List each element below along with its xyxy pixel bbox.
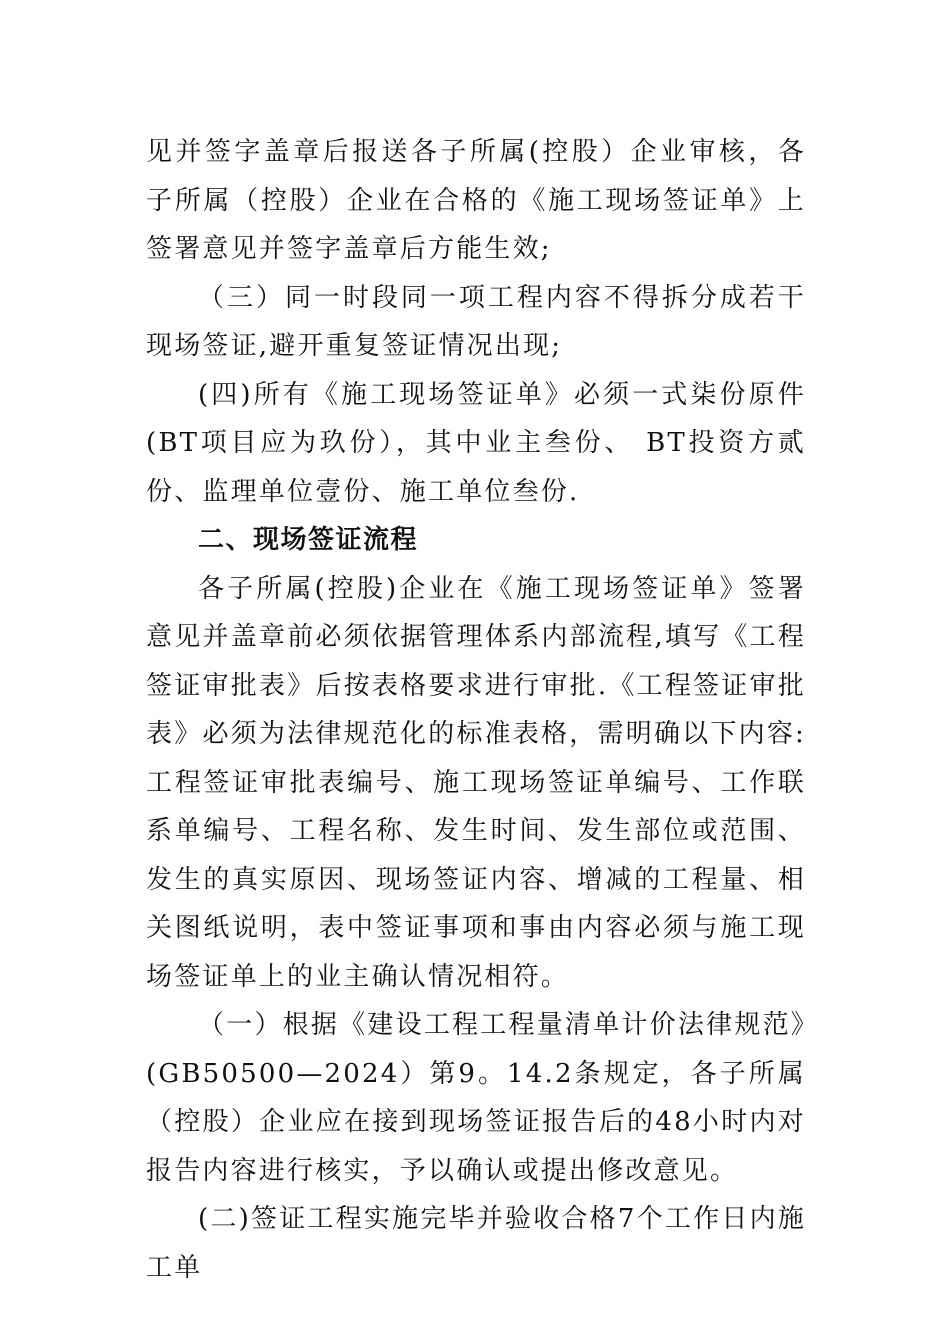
- document-page: [146, 128, 806, 1292]
- paragraph-item-four: (四)所有《施工现场签证单》必须一式柒份原件(BT项目应为玖份），其中业主叁份、 BT投资方贰份、监理单位壹份、施工单位叁份.: [146, 379, 806, 507]
- paragraph-approval-form: 各子所属(控股)企业在《施工现场签证单》签署意见并盖章前必须依据管理体系内部流程,填写《工程签证审批表》后按表格要求进行审批.《工程签证审批表》必须为法律规范化的标准表格，需明确以下内容:工程签证审批表编号、施工现场签证单编号、工作联系单编号、工程名称、发生时间、发生部位或范围、发生的真实原因、现场签证内容、增减的工程量、相关图纸说明，表中签证事项和事由内容必须与施工现场签证单上的业主确认情况相符。: [146, 573, 806, 992]
- paragraph-item-three: （三）同一时段同一项工程内容不得拆分成若干现场签证,避开重复签证情况出现;: [146, 282, 806, 361]
- paragraph-item-two: (二)签证工程实施完毕并验收合格7个工作日内施工单: [146, 1204, 806, 1283]
- section-heading-site-visa-process: 二、现场签证流程: [198, 525, 419, 555]
- paragraph-item-one: （一）根据《建设工程工程量清单计价法律规范》(GB50500—2024）第9。14.2条规定，各子所属（控股）企业应在接到现场签证报告后的48小时内对报告内容进行核实，予以确认或提出修改意见。: [146, 1010, 806, 1186]
- paragraph-continuation: 见并签字盖章后报送各子所属(控股）企业审核，各子所属（控股）企业在合格的《施工现场签证单》上签署意见并签字盖章后方能生效;: [146, 137, 806, 264]
